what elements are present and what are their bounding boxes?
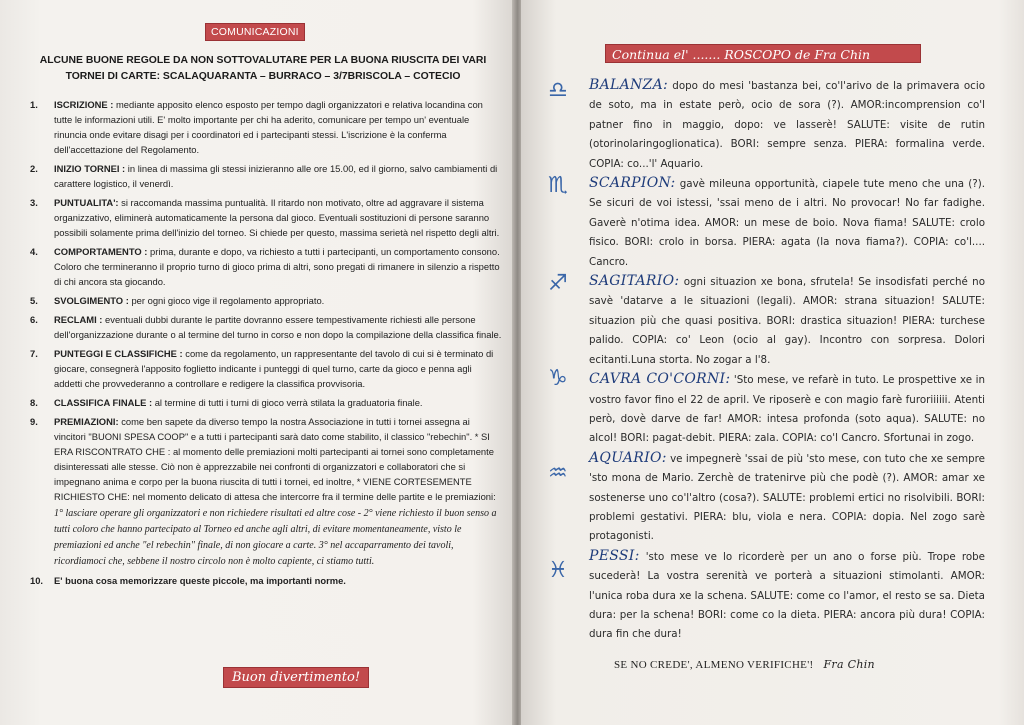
rule-title: CLASSIFICA FINALE : xyxy=(54,397,153,408)
sign-text: 'sto mese ve lo ricorderè per un ano o forse più. Trope robe sucederà! La vostra serenità ve porterà a situazioni stimolanti. AMOR: l'unica roba dura xe la schena. SALUTE: come co l'amor, el resto se sa. Dieta dura: per la schena! BORI: come co la dieta. PIERA: ancora più dura! COPIA: dura fin che dura! xyxy=(589,550,985,641)
rule-title: PUNTUALITA': xyxy=(54,197,119,208)
closing-line xyxy=(614,658,875,671)
rule-number: 7. xyxy=(30,348,38,359)
rule-text: eventuali dubbi durante le partite dovranno essere tempestivamente richiesti alle persone dell'organizzazione durante o al termine del turno in corso e non dopo la compilazione della classifica finale. xyxy=(54,314,502,340)
sign-name: BALANZA: xyxy=(589,77,669,93)
rule-item xyxy=(24,244,502,289)
rule-number: 8. xyxy=(30,397,38,408)
sign-text: dopo do mesi 'bastanza bei, co'l'arivo de la primavera ocio de soto, ma in estate però, ocio de sora (?). AMOR:incomprension co'l patner fino in maggio, dopo: ve lasserè! SALUTE: visite de rutin (otorinolaringoglionatica). BORI: sempre senza. PIERA: formalina verde. COPIA: co...'l' Aquario. xyxy=(589,80,985,170)
rule-title: ISCRIZIONE : xyxy=(54,99,114,110)
rule-number: 2. xyxy=(30,163,38,174)
sign-name: SAGITARIO: xyxy=(589,273,680,290)
heading-line-1: ALCUNE BUONE REGOLE DA NON SOTTOVALUTARE PER LA BUONA RIUSCITA DEI VARI xyxy=(39,55,487,66)
rule-text: prima, durante e dopo, va richiesto a tutti i partecipanti, un comportamento consono. Coloro che termineranno il proprio turno di gioco prima di altri, sono pregati di rimanere in silenzio a rispetto di chi ancora sta giocando. xyxy=(54,246,500,287)
zodiac-icon: ♐ xyxy=(548,271,568,296)
rule-item xyxy=(24,573,502,588)
rule-number: 4. xyxy=(30,246,38,257)
rule-item xyxy=(24,195,502,240)
rule-item xyxy=(24,293,502,308)
rule-number: 9. xyxy=(30,416,38,427)
horoscope-text xyxy=(589,76,985,645)
sign-text: ve impegnerè 'ssai de più 'sto mese, con tuto che xe sempre 'sto mona de Mario. Zerchè de tratenirve più che podè (?). AMOR: amar xe sostenerse uno co'l'altro (cosa?). SALUTE: problemi ertici no risolvibili. BORI: problemi gestativi. PIERA: blu, viola e nera. COPIA: dopia. Nel zogo sarè protagonisti. xyxy=(589,452,985,543)
signature: Fra Chin xyxy=(823,658,875,671)
rule-item xyxy=(24,312,502,342)
sign-name: PESSI: xyxy=(589,547,640,564)
sign-paragraph xyxy=(589,174,985,272)
rule-item xyxy=(24,161,502,191)
rule-text: come da regolamento, un rappresentante del tavolo di cui si è terminato di giocare, consegnerà l'apposito foglietto indicante i punteggi di quel turno, carte da gioco e penna agli addetti che provvederanno a controllare e redigere la classifica provvisoria. xyxy=(54,348,494,389)
rule-title: RECLAMI : xyxy=(54,314,103,325)
rule-text: in linea di massima gli stessi inizieranno alle ore 15.00, ed il giorno, salvo cambiamenti di carattere logistico, il venerdì. xyxy=(54,163,498,189)
rule-number: 1. xyxy=(30,99,38,110)
rule-title: PUNTEGGI E CLASSIFICHE : xyxy=(54,348,183,359)
continua-roscopo-badge: Continua el' ....... ROSCOPO de Fra Chin xyxy=(605,44,921,63)
rule-title: SVOLGIMENTO : xyxy=(54,295,129,306)
heading-line-2: TORNEI DI CARTE: SCALAQUARANTA – BURRACO – 3/7BRISCOLA – COTECIO xyxy=(65,71,461,82)
rule-number: 3. xyxy=(30,197,38,208)
rule-item xyxy=(24,414,502,569)
rule-italic-text: 1° lasciare operare gli organizzatori e non richiedere risultati ed altre cose - 2° viene richiesto il buon senso a tutti coloro che hanno partecipato al Torneo ed anche agli altri, di evitare momentaneamente, visto le premiazioni ed anche "el rebechin" finale, di non giocare a carte. 3° nel accaparramento dei tavoli, ricordiamoci che, sebbene il nostro circolo non è molto capiente, ci stiamo tutti. xyxy=(54,508,497,567)
zodiac-icon: ♑ xyxy=(548,366,568,391)
rule-text: al termine di tutti i turni di gioco verrà stilata la graduatoria finale. xyxy=(152,397,423,408)
sign-paragraph xyxy=(589,449,985,547)
zodiac-icon: ♓ xyxy=(548,558,568,583)
zodiac-icon: ♏ xyxy=(548,173,568,198)
sign-text: ogni situazion xe bona, sfrutela! Se insodisfati perché no savè 'datarve a le situazioni (legali). AMOR: strana situazion! SALUTE: situazion più che quasi positiva. BORI: drastica situazion! PIERA: turchese palido. COPIA: co' Leon (ocio al gay). Incontro con sorpresa. Dolori ecitanti.Luna storta. No zogar a l'8. xyxy=(589,276,985,366)
zodiac-icon: ♎ xyxy=(548,78,568,103)
sign-paragraph xyxy=(589,547,985,645)
sign-name: AQUARIO: xyxy=(589,449,667,466)
sign-name: SCARPION: xyxy=(589,175,676,192)
rule-title: PREMIAZIONI: xyxy=(54,416,119,427)
rule-number: 5. xyxy=(30,295,38,306)
comunicazioni-badge: COMUNICAZIONI xyxy=(205,23,305,41)
rules-heading xyxy=(28,53,498,85)
sign-text: 'Sto mese, ve refarè in tuto. Le prospettive xe in vostro favor fino el 22 de april. Ve riposerè e con magio farè furoriiiiii. Atenti però, dovè darve de far! AMOR: intesa profonda (soto aqua). SALUTE: no alcol! BORI: pagat-debit. PIERA: zala. COPIA: co'l Cancro. Sfortunai in zogo. xyxy=(589,374,985,445)
zodiac-icon: ♒ xyxy=(548,461,568,486)
sign-name: CAVRA CO'CORNI: xyxy=(589,371,731,388)
buon-divertimento-badge: Buon divertimento! xyxy=(223,667,369,688)
rule-item xyxy=(24,395,502,410)
sign-paragraph xyxy=(589,76,985,174)
sign-paragraph xyxy=(589,370,985,449)
rule-item xyxy=(24,346,502,391)
rule-text: per ogni gioco vige il regolamento appropriato. xyxy=(128,295,325,306)
closing-motto: SE NO CREDE', ALMENO VERIFICHE'! xyxy=(614,659,814,671)
sign-text: gavè mileuna opportunità, ciapele tute meno che una (?). Se sicuri de voi istessi, 'ssai meno de i altri. No provocar! No far fadighe. Gaverè n'otima idea. AMOR: un mese de boio. Nova fiama! SALUTE: crolo fisico. BORI: crolo in borsa. PIERA: agata (la nova fiama?). COPIA: co'l.... Cancro. xyxy=(589,178,985,268)
rules-list xyxy=(24,97,502,592)
rule-title: INIZIO TORNEI : xyxy=(54,163,126,174)
rule-text: mediante apposito elenco esposto per tempo dagli organizzatori e relativa locandina con tutte le informazioni utili. E' molto importante per chi ha aderito, comunicare per tempo un' eventuale rinuncia onde evitare disagi per i coordinatori ed i partecipanti stessi. L'iscrizione è la conferma dell'accettazione del Regolamento. xyxy=(54,99,483,155)
rule-title: COMPORTAMENTO : xyxy=(54,246,148,257)
rule-number: 10. xyxy=(30,575,44,586)
rule-item xyxy=(24,97,502,157)
rule-text: come ben sapete da diverso tempo la nostra Associazione in tutti i tornei assegna ai vincitori "BUONI SPESA COOP" e a tutti i partecipanti sarà dato come stabilito, il classico "rebechin". * SI ERA RISCONTRATO CHE : al momento delle premiazioni molti partecipanti ai tornei sono completamente disinteressati alle stesse. Ciò non è apprezzabile nei confronti di organizzatori e collaboratori che si impegnano anima e corpo per la buona riuscita di tutti i tornei, ed inoltre, * VIENE CORTESEMENTE RICHIESTO CHE: nel momento delicato di attesa che intercorre fra il termine delle partite e le premiazioni: xyxy=(54,416,496,502)
rule-number: 6. xyxy=(30,314,38,325)
rule-text: si raccomanda massima puntualità. Il ritardo non motivato, oltre ad aggravare il sistema organizzativo, eliminerà automaticamente la persona dal gioco. Eventuali sostituzioni di persone saranno possibili solamente prima dell'inizio del torneo. Si chiede per questo, massima serietà nel rispetto degli altri. xyxy=(54,197,500,238)
rule-text: E' buona cosa memorizzare queste piccole, ma importanti norme. xyxy=(54,575,346,586)
sign-paragraph xyxy=(589,272,985,370)
